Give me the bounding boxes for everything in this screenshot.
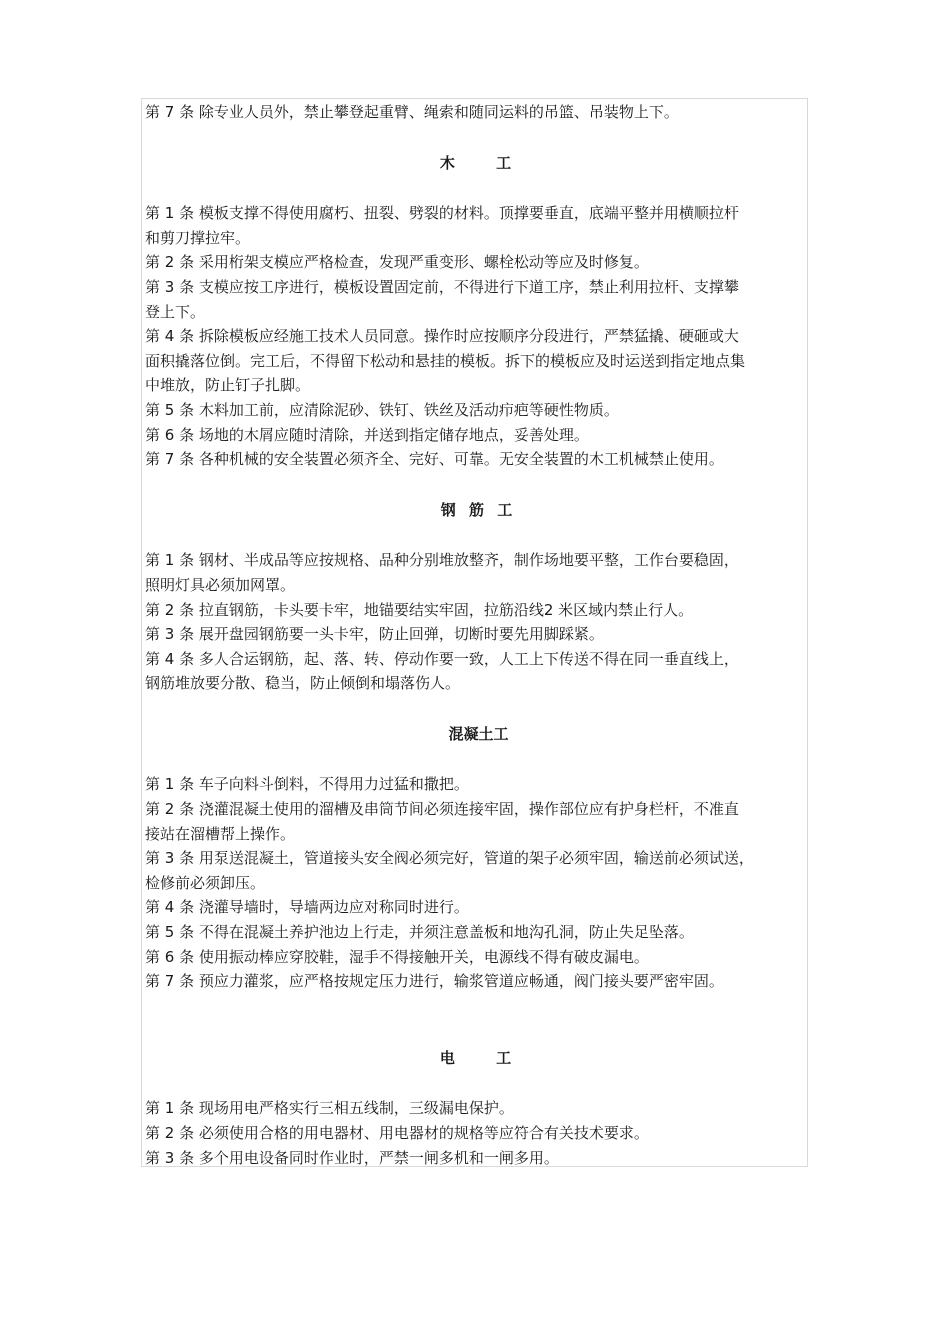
rule-line: 照明灯具必须加网罩。 (145, 575, 296, 594)
intro-rule-line: 第 7 条 除专业人员外，禁止攀登起重臂、绳索和随同运料的吊篮、吊装物上下。 (145, 103, 679, 121)
rule-line: 第 5 条 不得在混凝土养护池边上行走，并须注意盖板和地沟孔洞，防止失足坠落。 (145, 923, 694, 942)
rule-line: 第 3 条 支模应按工序进行，模板设置固定前，不得进行下道工序，禁止利用拉杆、支撑攀 (145, 277, 739, 296)
rule-line: 登上下。 (145, 302, 206, 321)
section-title-electrician: 电 工 (439, 1048, 530, 1067)
section-carpentry (145, 201, 825, 472)
rule-line: 第 2 条 拉直钢筋，卡头要卡牢，地锚要结实牢固，拉筋沿线2 米区域内禁止行人。 (145, 600, 694, 619)
rule-line: 第 2 条 采用桁架支模应严格检查，发现严重变形、螺栓松动等应及时修复。 (145, 253, 649, 272)
rule-line: 中堆放，防止钉子扎脚。 (145, 376, 311, 395)
rule-line: 第 3 条 展开盘园钢筋要一头卡牢，防止回弹，切断时要先用脚踩紧。 (145, 625, 604, 644)
section-electrician (145, 1096, 825, 1170)
rule-line: 第 4 条 拆除模板应经施工技术人员同意。操作时应按顺序分段进行，严禁猛撬、硬砸或大 (145, 327, 739, 346)
rule-line: 第 1 条 钢材、半成品等应按规格、品种分别堆放整齐，制作场地要平整，工作台要稳固， (145, 551, 739, 570)
rule-line: 第 1 条 车子向料斗倒料，不得用力过猛和撒把。 (145, 775, 469, 794)
section-title-carpentry: 木 工 (439, 153, 530, 172)
document-body (145, 100, 825, 1170)
section-title-concrete: 混凝土工 (448, 724, 509, 743)
rule-line: 第 3 条 用泵送混凝土，管道接头安全阀必须完好，管道的架子必须牢固，输送前必须试送， (145, 849, 754, 868)
rule-line: 第 5 条 木料加工前，应清除泥砂、铁钉、铁丝及活动疖疤等硬性物质。 (145, 400, 619, 419)
rule-line: 第 6 条 场地的木屑应随时清除，并送到指定储存地点，妥善处理。 (145, 425, 589, 444)
rule-line: 第 4 条 浇灌导墙时，导墙两边应对称同时进行。 (145, 898, 469, 917)
rule-line: 第 2 条 必须使用合格的用电器材、用电器材的规格等应符合有关技术要求。 (145, 1124, 649, 1142)
rule-line: 第 2 条 浇灌混凝土使用的溜槽及串筒节间必须连接牢固，操作部位应有护身栏杆，不准直 (145, 800, 739, 819)
rule-line: 接站在溜槽帮上操作。 (145, 824, 296, 843)
rule-line: 面积撬落位倒。完工后，不得留下松动和悬挂的模板。拆下的模板应及时运送到指定地点集 (145, 351, 746, 370)
rule-line: 钢筋堆放要分散、稳当，防止倾倒和塌落伤人。 (145, 674, 461, 693)
rule-line: 第 6 条 使用振动棒应穿胶鞋，湿手不得接触开关，电源线不得有破皮漏电。 (145, 947, 649, 966)
section-title-rebar: 钢 筋 工 (440, 500, 517, 519)
rule-line: 第 4 条 多人合运钢筋，起、落、转、停动作要一致，人工上下传送不得在同一垂直线上， (145, 649, 739, 668)
rule-line: 第 7 条 各种机械的安全装置必须齐全、完好、可靠。无安全装置的木工机械禁止使用。 (145, 450, 724, 469)
section-concrete (145, 772, 825, 993)
rule-line: 第 1 条 模板支撑不得使用腐朽、扭裂、劈裂的材料。顶撑要垂直，底端平整并用横顺拉杆 (145, 204, 739, 223)
rule-line: 第 7 条 预应力灌浆，应严格按规定压力进行，输浆管道应畅通，阀门接头要严密牢固。 (145, 972, 724, 991)
section-rebar (145, 548, 825, 696)
rule-line: 第 1 条 现场用电严格实行三相五线制，三级漏电保护。 (145, 1099, 514, 1118)
rule-line: 检修前必须卸压。 (145, 873, 266, 892)
rule-line: 第 3 条 多个用电设备同时作业时，严禁一闸多机和一闸多用。 (145, 1148, 559, 1167)
rule-line: 和剪刀撑拉牢。 (145, 228, 251, 247)
